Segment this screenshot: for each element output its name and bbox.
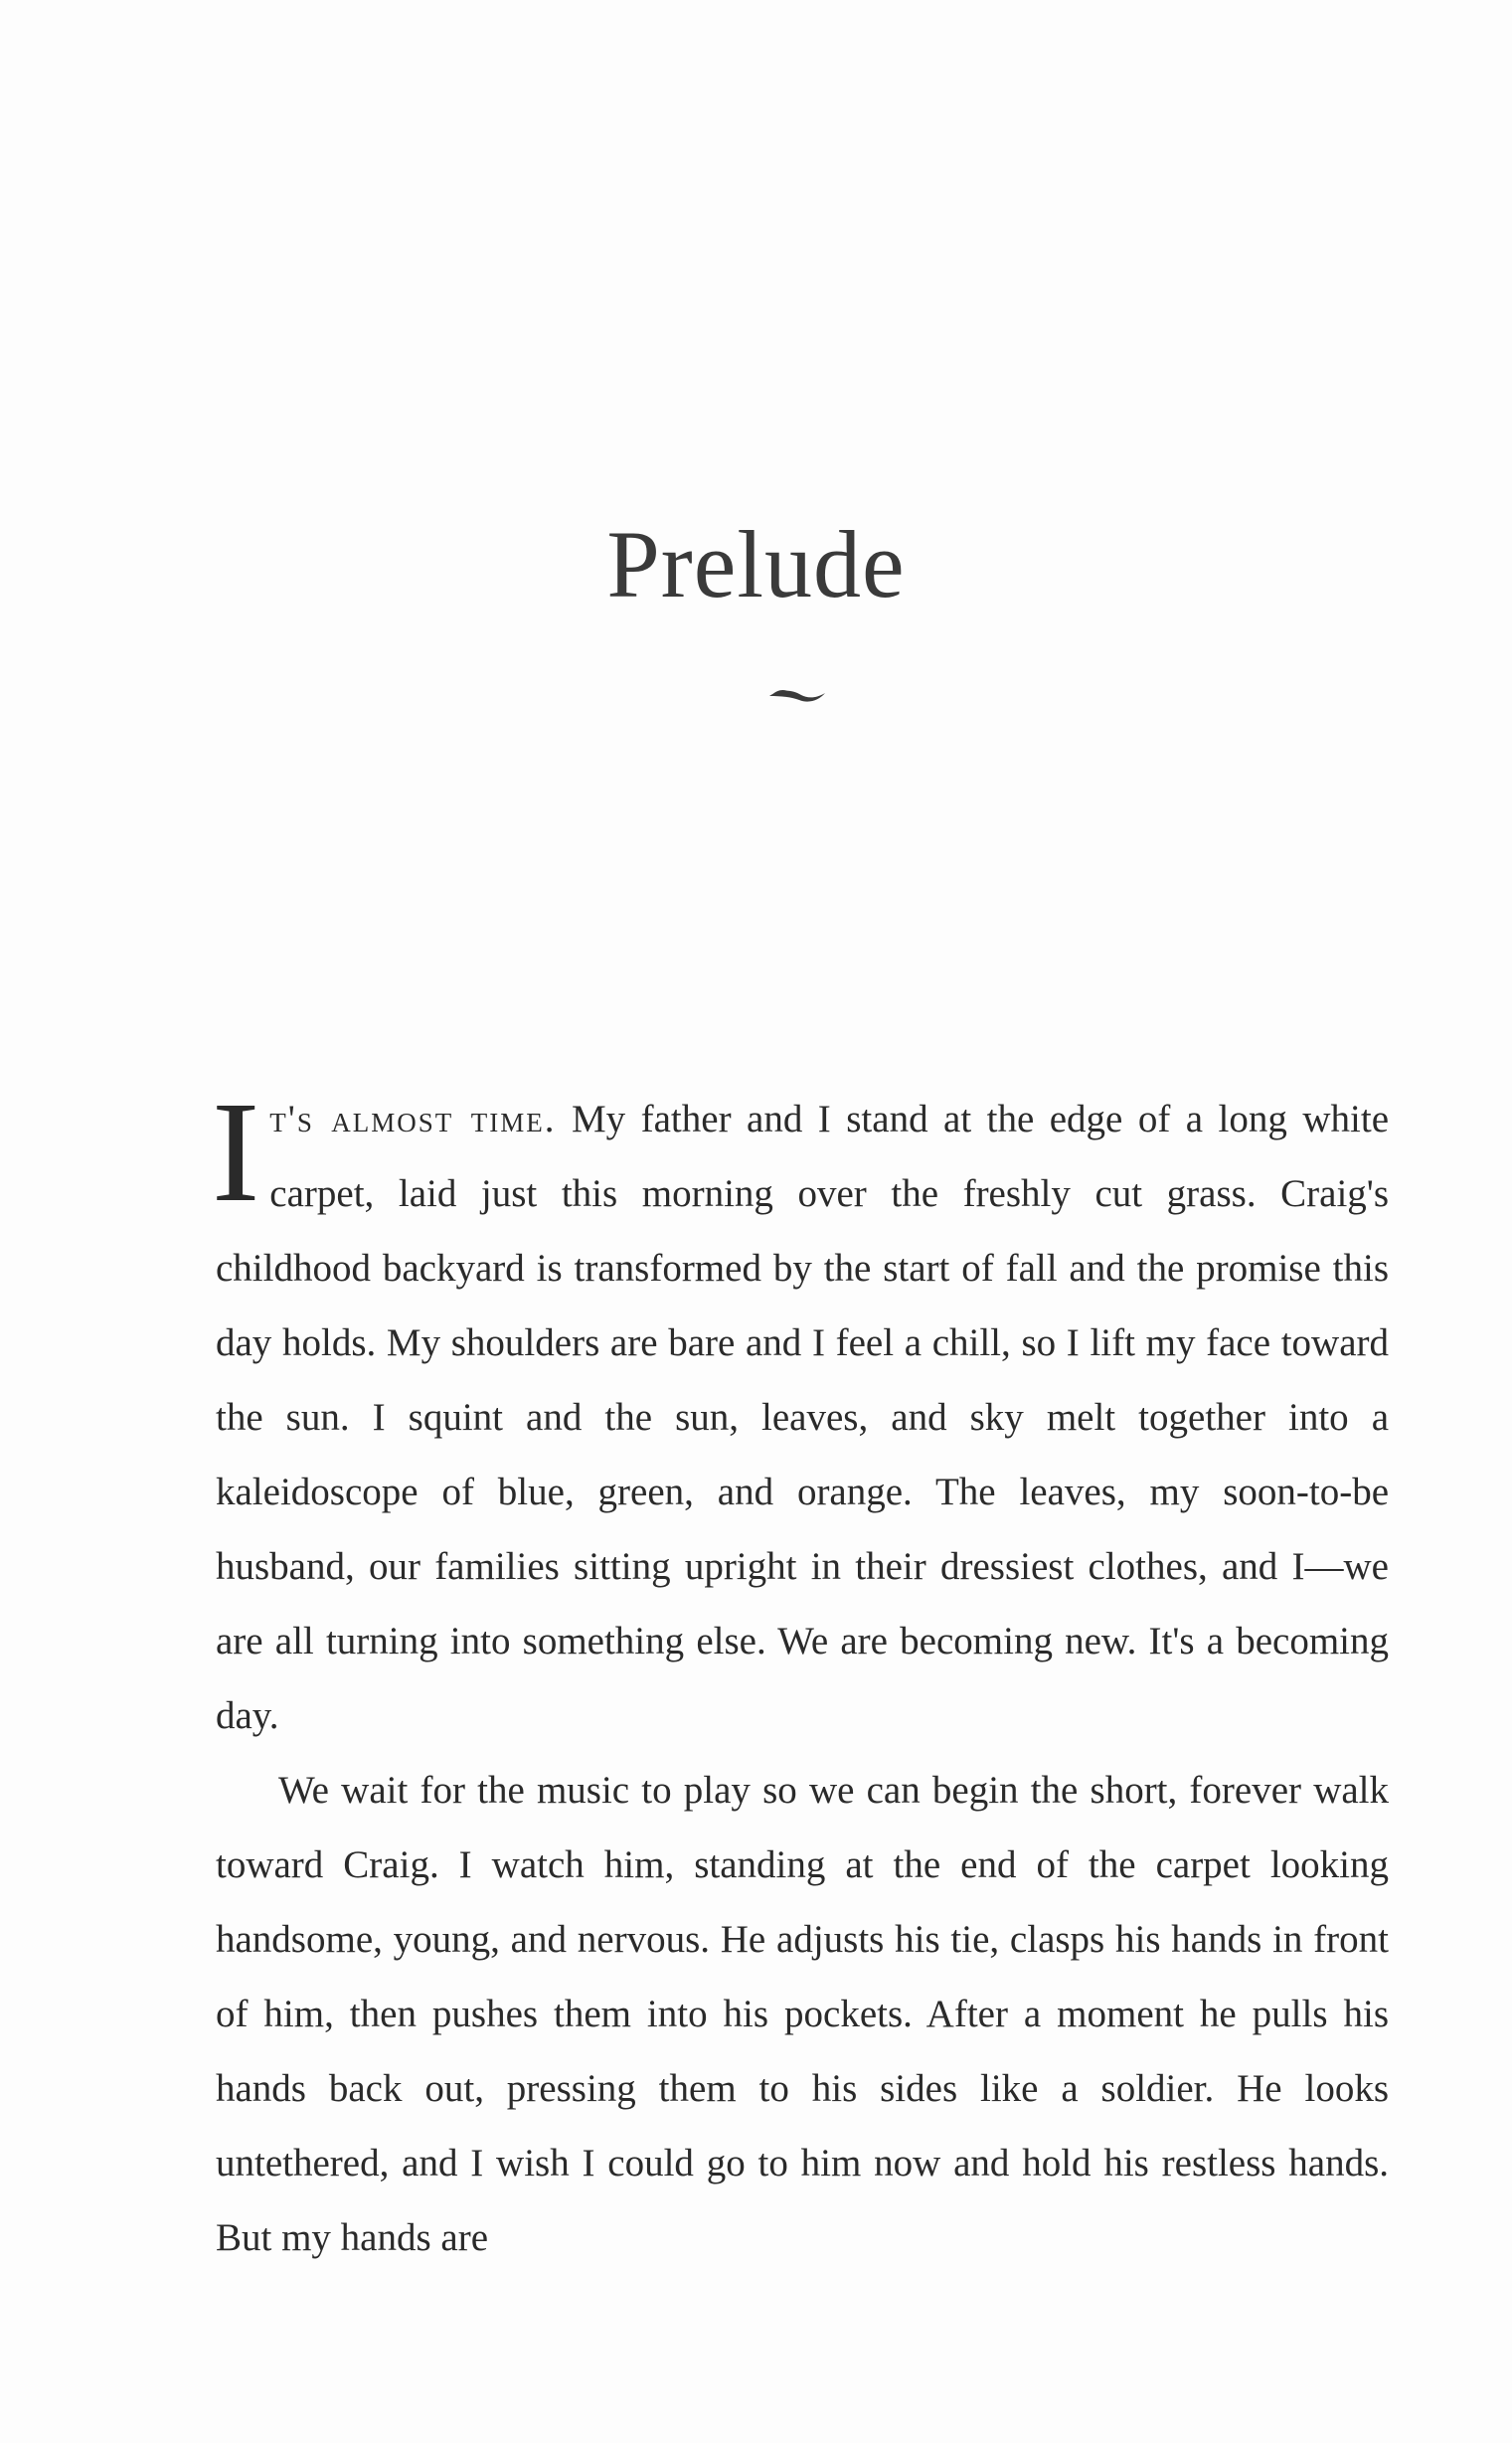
paragraph-2-text: We wait for the music to play so we can begin the short, forever walk toward Craig. I watch him, standing at the end of the carpet looking handsome, young, and nervous. He adjusts his tie, clasps his hands in front of him, then pushes them into his pockets. After a moment he pulls his hands back out, pressing them to his sides like a soldier. He looks untethered, and I wish I could go to him now and hold his restless hands. But my hands are <box>216 1769 1389 2259</box>
chapter-body <box>212 1073 1390 2275</box>
paragraph-2 <box>216 1753 1389 2275</box>
chapter-title: Prelude <box>606 511 906 617</box>
drop-cap: I <box>212 1073 260 1232</box>
leaf-flourish-icon <box>767 684 827 706</box>
opening-small-caps: t's almost time. <box>269 1098 557 1140</box>
paragraph-1-text: My father and I stand at the edge of a long white carpet, laid just this morning over the freshly cut grass. Craig's childhood backyard is transformed by the start of fall and the promise this day holds. My shoulders are bare and I feel a chill, so I lift my face toward the sun. I squint and the sun, leaves, and sky melt together into a kaleidoscope of blue, green, and orange. The leaves, my soon-to-be husband, our families sitting upright in their dressiest clothes, and I—we are all turning into something else. We are becoming new. It's a becoming day. <box>216 1098 1390 1737</box>
paragraph-1 <box>212 1073 1390 1753</box>
